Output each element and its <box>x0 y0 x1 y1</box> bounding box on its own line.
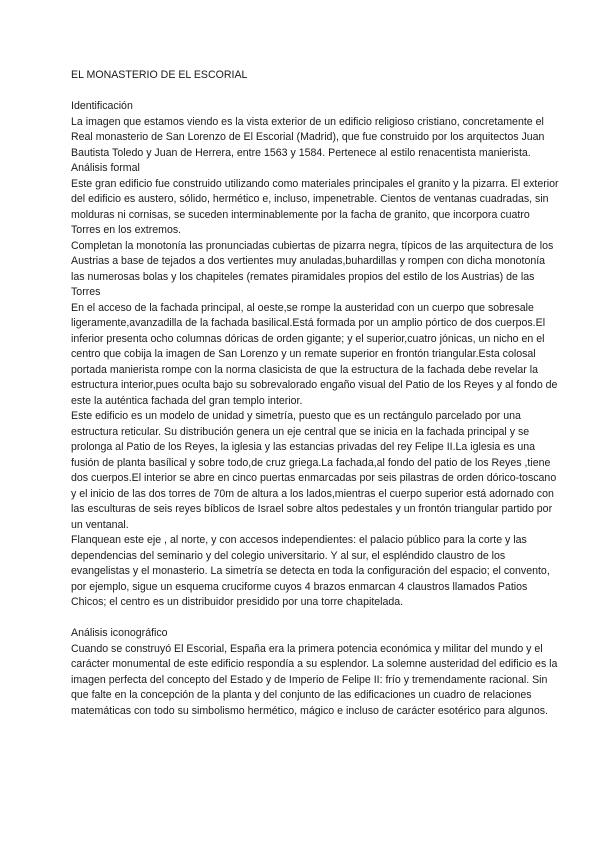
paragraph: La imagen que estamos viendo es la vista exterior de un edificio religioso cristiano, concretamente el Real monasterio de San Lorenzo de El Escorial (Madrid), que fue construido por los arquitectos Juan Bautista Toledo y Juan de Herrera, entre 1563 y 1584. Pertenece al estilo renacentista manierista. <box>71 115 545 159</box>
paragraph: Cuando se construyó El Escorial, España era la primera potencia económica y militar del mundo y el carácter monumental de este edificio respondía a su esplendor. La solemne austeridad del edificio es la imagen perfecta del concepto del Estado y de Imperio de Felipe II: frío y tremendamente racional. Sin que falte en la concepción de la planta y del conjunto de las edificaciones un cuadro de relaciones matemáticas con todo su simbolismo hermético, mágico e incluso de carácter esotérico para algunos. <box>71 642 558 717</box>
document-title: EL MONASTERIO DE EL ESCORIAL <box>71 69 248 81</box>
section-heading: Análisis iconográfico <box>71 627 168 639</box>
section-heading: Identificación <box>71 100 133 112</box>
paragraph: Flanquean este eje , al norte, y con accesos independientes: el palacio público para la corte y las dependencias del seminario y del colegio universitario. Y al sur, el espléndido claustro de los evangelistas y el monasterio. La simetría se detecta en toda la configuración del espacio; el convento, por ejemplo, sigue un esquema cruciforme cuyos 4 brazos enmarcan 4 claustros llamados Patios Chicos; el centro es un distribuidor presidido por una torre chapitelada. <box>71 534 550 608</box>
section-analisis-iconografico <box>71 626 560 719</box>
section-identificacion <box>71 99 560 161</box>
paragraph: Completan la monotonía las pronunciadas cubiertas de pizarra negra, típicos de las arquitectura de los Austrias a base de tejados a dos vertientes muy anuladas,buhardillas y rompen con dicha monotonía las numerosas bolas y los chapiteles (remates piramidales propios del estilo de los Austrias) de las Torres <box>71 239 554 298</box>
section-analisis-formal <box>71 161 560 611</box>
paragraph: Este edificio es un modelo de unidad y simetría, puesto que es un rectángulo parcelado por una estructura reticular. Su distribución genera un eje central que se inicia en la fachada principal y se prolonga al Patio de los Reyes, la iglesia y las estancias privadas del rey Felipe II.La iglesia es una fusión de planta basílical y sobre todo,de cruz griega.La fachada,al fondo del patio de los Reyes ,tiene dos cuerpos.El interior se abre en cinco puertas enmarcadas por seis pilastras de orden dórico-toscano y el inicio de las dos torres de 70m de altura a los lados,mientras el cuerpo superior está adornado con las esculturas de seis reyes bíblicos de Israel sobre altos pedestales y un frontón triangular partido por un ventanal. <box>71 410 557 531</box>
paragraph: En el acceso de la fachada principal, al oeste,se rompe la austeridad con un cuerpo que sobresale ligeramente,avanzadilla de la fachada basilical.Está formada por un amplio pórtico de dos cuerpos.El inferior presenta ocho columnas dóricas de orden gigante; y el superior,cuatro jónicas, un nicho en el centro que cobija la imagen de San Lorenzo y un remate superior en frontón triangular.Esta colosal portada manierista rompe con la norma clasicista de que la estructura de la fachada debe revelar la estructura interior,pues oculta bajo su sobrevalorado engaño visual del Patio de los Reyes y al fondo de este la auténtica fachada del gran templo interior. <box>71 301 558 407</box>
paragraph: Este gran edificio fue construido utilizando como materiales principales el granito y la pizarra. El exterior del edificio es austero, sólido, hermético e, incluso, impenetrable. Cientos de ventanas cuadradas, sin molduras ni cornisas, se suceden interminablemente por la facha de granito, que incorpora cuatro Torres en los extremos. <box>71 177 559 236</box>
section-heading: Análisis formal <box>71 162 140 174</box>
section-spacer <box>71 611 560 627</box>
